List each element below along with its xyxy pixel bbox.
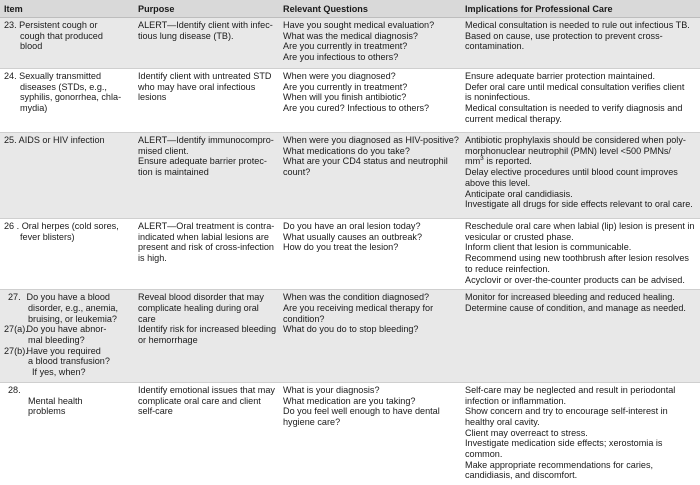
implications-cell: Ensure adequate barrier protection maintained. Defer oral care until medical consultation verifies client is noninfectious. Medical consultation is needed to verify diagnosis and current medical therapy. [461,69,700,133]
implications-cell: Reschedule oral care when labial (lip) lesion is present in vesicular or crusted phase. Inform client that lesion is communicable. Recommend using new toothbrush after lesion resolves to reduce reinfection. Acyclovir or over-the-counter products can be advised. [461,219,700,290]
header-purpose: Purpose [134,0,279,18]
table-row [0,290,700,383]
purpose-cell: ALERT—Oral treatment is contra- indicated when labial lesions are present and risk of cross-infection is high. [134,219,279,290]
item-cell: 26 . Oral herpes (cold sores, fever blisters) [0,219,134,290]
header-item: Item [0,0,134,18]
table-row [0,382,700,485]
questions-cell: Have you sought medical evaluation? What was the medical diagnosis? Are you currently in treatment? Are you infectious to others? [279,18,461,69]
table-row [0,219,700,290]
implications-cell: Self-care may be neglected and result in periodontal infection or inflammation. Show concern and try to encourage self-interest in healthy oral cavity. Client may overreact to stress. Investigate medication side effects; xerostomia is common. Make appropriate recommendations for caries, candidiasis, and discomfort. [465,384,676,481]
header-questions: Relevant Questions [279,0,461,18]
questions-cell: When was the condition diagnosed? Are you receiving medical therapy for condition? What do you do to stop bleeding? [279,290,461,383]
header-row [0,0,700,18]
table-row [0,69,700,133]
item-cell: 24. Sexually transmitted diseases (STDs, e.g., syphilis, gonorrhea, chla- mydia) [0,69,134,133]
purpose-cell: Reveal blood disorder that may complicate healing during oral care Identify risk for increased bleeding or hemorrhage [134,290,279,383]
item-cell: 25. AIDS or HIV infection [0,133,134,219]
implications-cell: Antibiotic prophylaxis should be considered when poly- morphonuclear neutrophil (PMN) level <500 PMNs/ $mm^3$ is reported. Delay elective procedures until blood count improves above this level. Anticipate oral candidiasis. Investigate all drugs for side effects relevant to oral care. [461,133,700,219]
header-implications: Implications for Professional Care [461,0,700,18]
item-cell: 23. Persistent cough or cough that produced blood [0,18,134,69]
table-row [0,18,700,69]
implications-cell: Medical consultation is needed to rule out infectious TB. Based on cause, use protection to prevent cross- contamination. [461,18,700,69]
implications-cell: Monitor for increased bleeding and reduced healing. Determine cause of condition, and manage as needed. [461,290,700,383]
questions-cell: When were you diagnosed as HIV-positive? What medications do you take? What are your CD4 status and neutrophil count? [279,133,461,219]
purpose-cell: ALERT—Identify immunocompro- mised client. Ensure adequate barrier protec- tion is maintained [134,133,279,219]
purpose-cell: Identify client with untreated STD who may have oral infectious lesions [134,69,279,133]
questions-cell: Do you have an oral lesion today? What usually causes an outbreak? How do you treat the lesion? [279,219,461,290]
purpose-cell: ALERT—Identify client with infec- tious lung disease (TB). [134,18,279,69]
item-cell: 27. Do you have a blood disorder, e.g., anemia, bruising, or leukemia? 27(a). Do you have abnor- mal bleeding? 27(b). Have you required a blood transfusion? If yes, when? [0,290,134,383]
purpose-cell: Identify emotional issues that may complicate oral care and client self-care [138,384,275,417]
questions-cell: What is your diagnosis? What medication are you taking? Do you feel well enough to have dental hygiene care? [283,384,440,427]
table-row [0,133,700,219]
item-cell: 28. Mental health problems [8,384,83,417]
questions-cell: When were you diagnosed? Are you currently in treatment? When will you finish antibiotic? Are you cured? Infectious to others? [279,69,461,133]
